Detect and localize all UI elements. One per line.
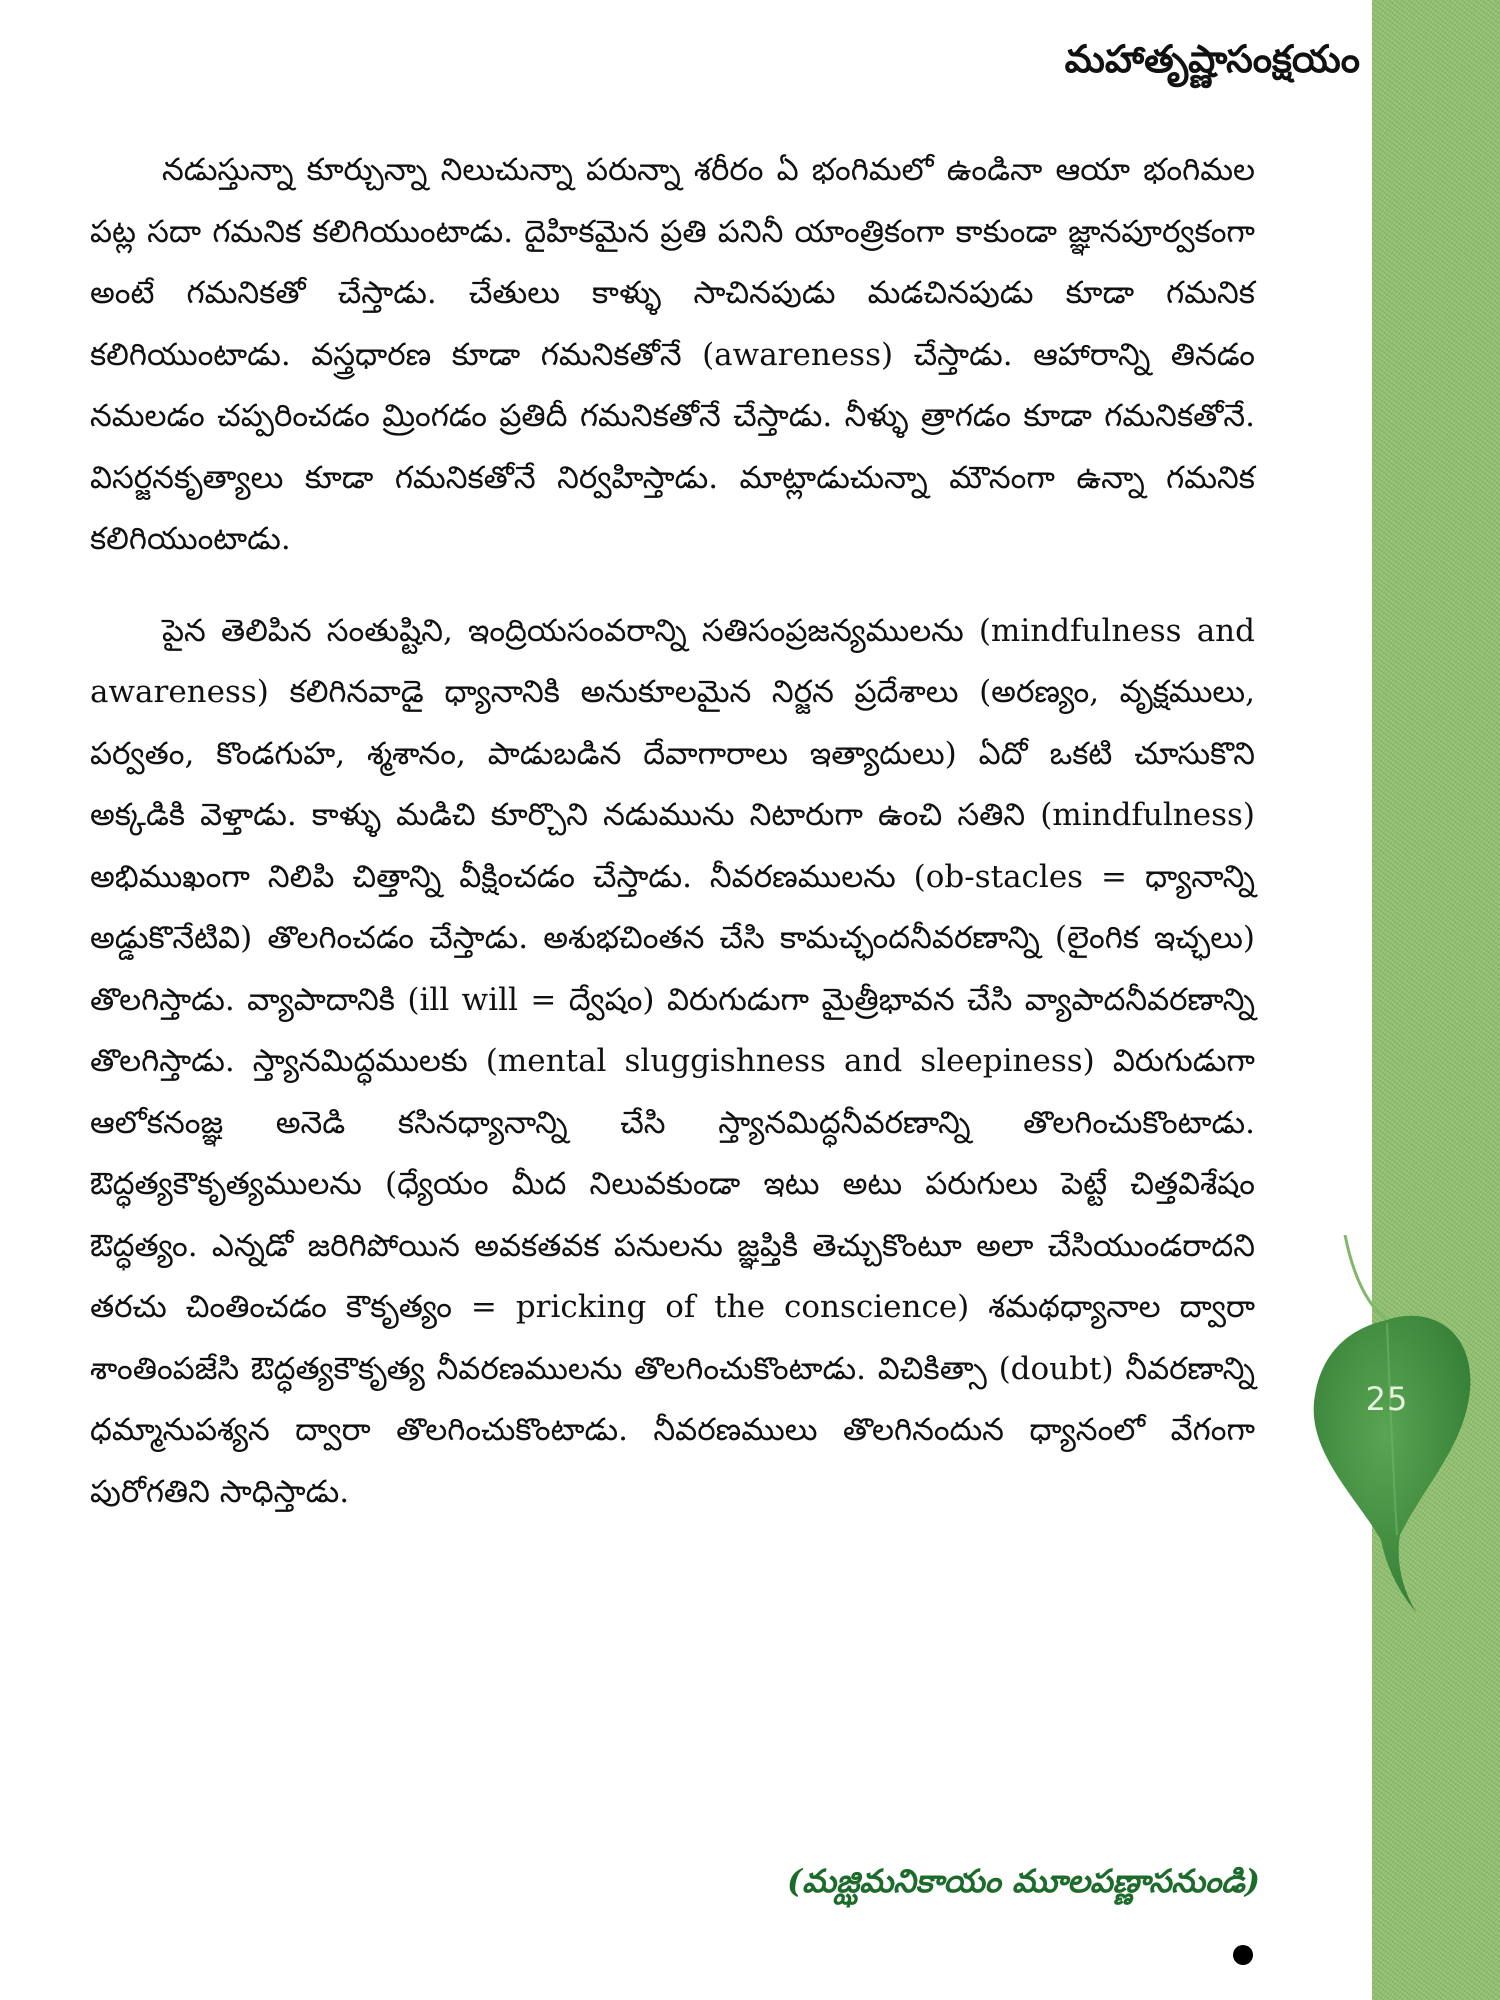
page-number: 25 <box>1365 1380 1409 1418</box>
running-title: మహాతృష్ణాసంక్షయం <box>1064 36 1360 81</box>
end-bullet <box>1233 1945 1253 1965</box>
bodhi-leaf-icon <box>1305 1235 1475 1615</box>
main-text <box>90 140 1255 1553</box>
paragraph-2: పైన తెలిపిన సంతుష్టిని, ఇంద్రియసంవరాన్ని సతిసంప్రజన్యములను (mindfulness and awareness) కలిగినవాడై ధ్యానానికి అనుకూలమైన నిర్జన ప్రదేశాలు (అరణ్యం, వృక్షములు, పర్వతం, కొండగుహ, శ్మశానం, పాడుబడిన దేవాగారాలు ఇత్యాదులు) ఏదో ఒకటి చూసుకొని అక్కడికి వెళ్తాడు. కాళ్ళు మడిచి కూర్చొని నడుమును నిటారుగా ఉంచి సతిని (mindfulness) అభిముఖంగా నిలిపి చిత్తాన్ని వీక్షించడం చేస్తాడు. నీవరణములను (ob-stacles = ధ్యానాన్ని అడ్డుకొనేటివి) తొలగించడం చేస్తాడు. అశుభచింతన చేసి కామచ్ఛందనీవరణాన్ని (లైంగిక ఇచ్ఛలు) తొలగిస్తాడు. వ్యాపాదానికి (ill will = ద్వేషం) విరుగుడుగా మైత్రీభావన చేసి వ్యాపాదనీవరణాన్ని తొలగిస్తాడు. స్త్యానమిద్ధములకు (mental sluggishness and sleepiness) విరుగుడుగా ఆలోకనంజ్ఞ అనెడి కసినధ్యానాన్ని చేసి స్త్యానమిద్ధనీవరణాన్ని తొలగించుకొంటాడు. ఔద్ధత్యకౌకృత్యములను (ధ్యేయం మీద నిలువకుండా ఇటు అటు పరుగులు పెట్టే చిత్తవిశేషం ఔద్ధత్యం. ఎన్నడో జరిగిపోయిన అవకతవక పనులను జ్ఞప్తికి తెచ్చుకొంటూ అలా చేసియుండరాదని తరచు చింతించడం కౌకృత్యం = pricking of the conscience) శమథధ్యానాల ద్వారా శాంతింపజేసి ఔద్ధత్యకౌకృత్య నీవరణములను తొలగించుకొంటాడు. విచికిత్సా (doubt) నీవరణాన్ని ధమ్మానుపశ్యన ద్వారా తొలగించుకొంటాడు. నీవరణములు తొలగినందున ధ్యానంలో వేగంగా పురోగతిని సాధిస్తాడు. <box>90 612 1255 1510</box>
green-side-band <box>1372 0 1500 2000</box>
source-citation: (మజ్ఝిమనికాయం మూలపణ్ణాసనుండి) <box>787 1862 1260 1900</box>
paragraph-1: నడుస్తున్నా కూర్చున్నా నిలుచున్నా పరున్నా శరీరం ఏ భంగిమలో ఉండినా ఆయా భంగిమల పట్ల సదా గమనిక కలిగియుంటాడు. దైహికమైన ప్రతి పనినీ యాంత్రికంగా కాకుండా జ్ఞానపూర్వకంగా అంటే గమనికతో చేస్తాడు. చేతులు కాళ్ళు సాచినపుడు మడచినపుడు కూడా గమనిక కలిగియుంటాడు. వస్త్రధారణ కూడా గమనికతోనే (awareness) చేస్తాడు. ఆహారాన్ని తినడం నమలడం చప్పరించడం మ్రింగడం ప్రతిదీ గమనికతోనే చేస్తాడు. నీళ్ళు త్రాగడం కూడా గమనికతోనే. విసర్జనకృత్యాలు కూడా గమనికతోనే నిర్వహిస్తాడు. మాట్లాడుచున్నా మౌనంగా ఉన్నా గమనిక కలిగియుంటాడు. <box>90 152 1255 557</box>
